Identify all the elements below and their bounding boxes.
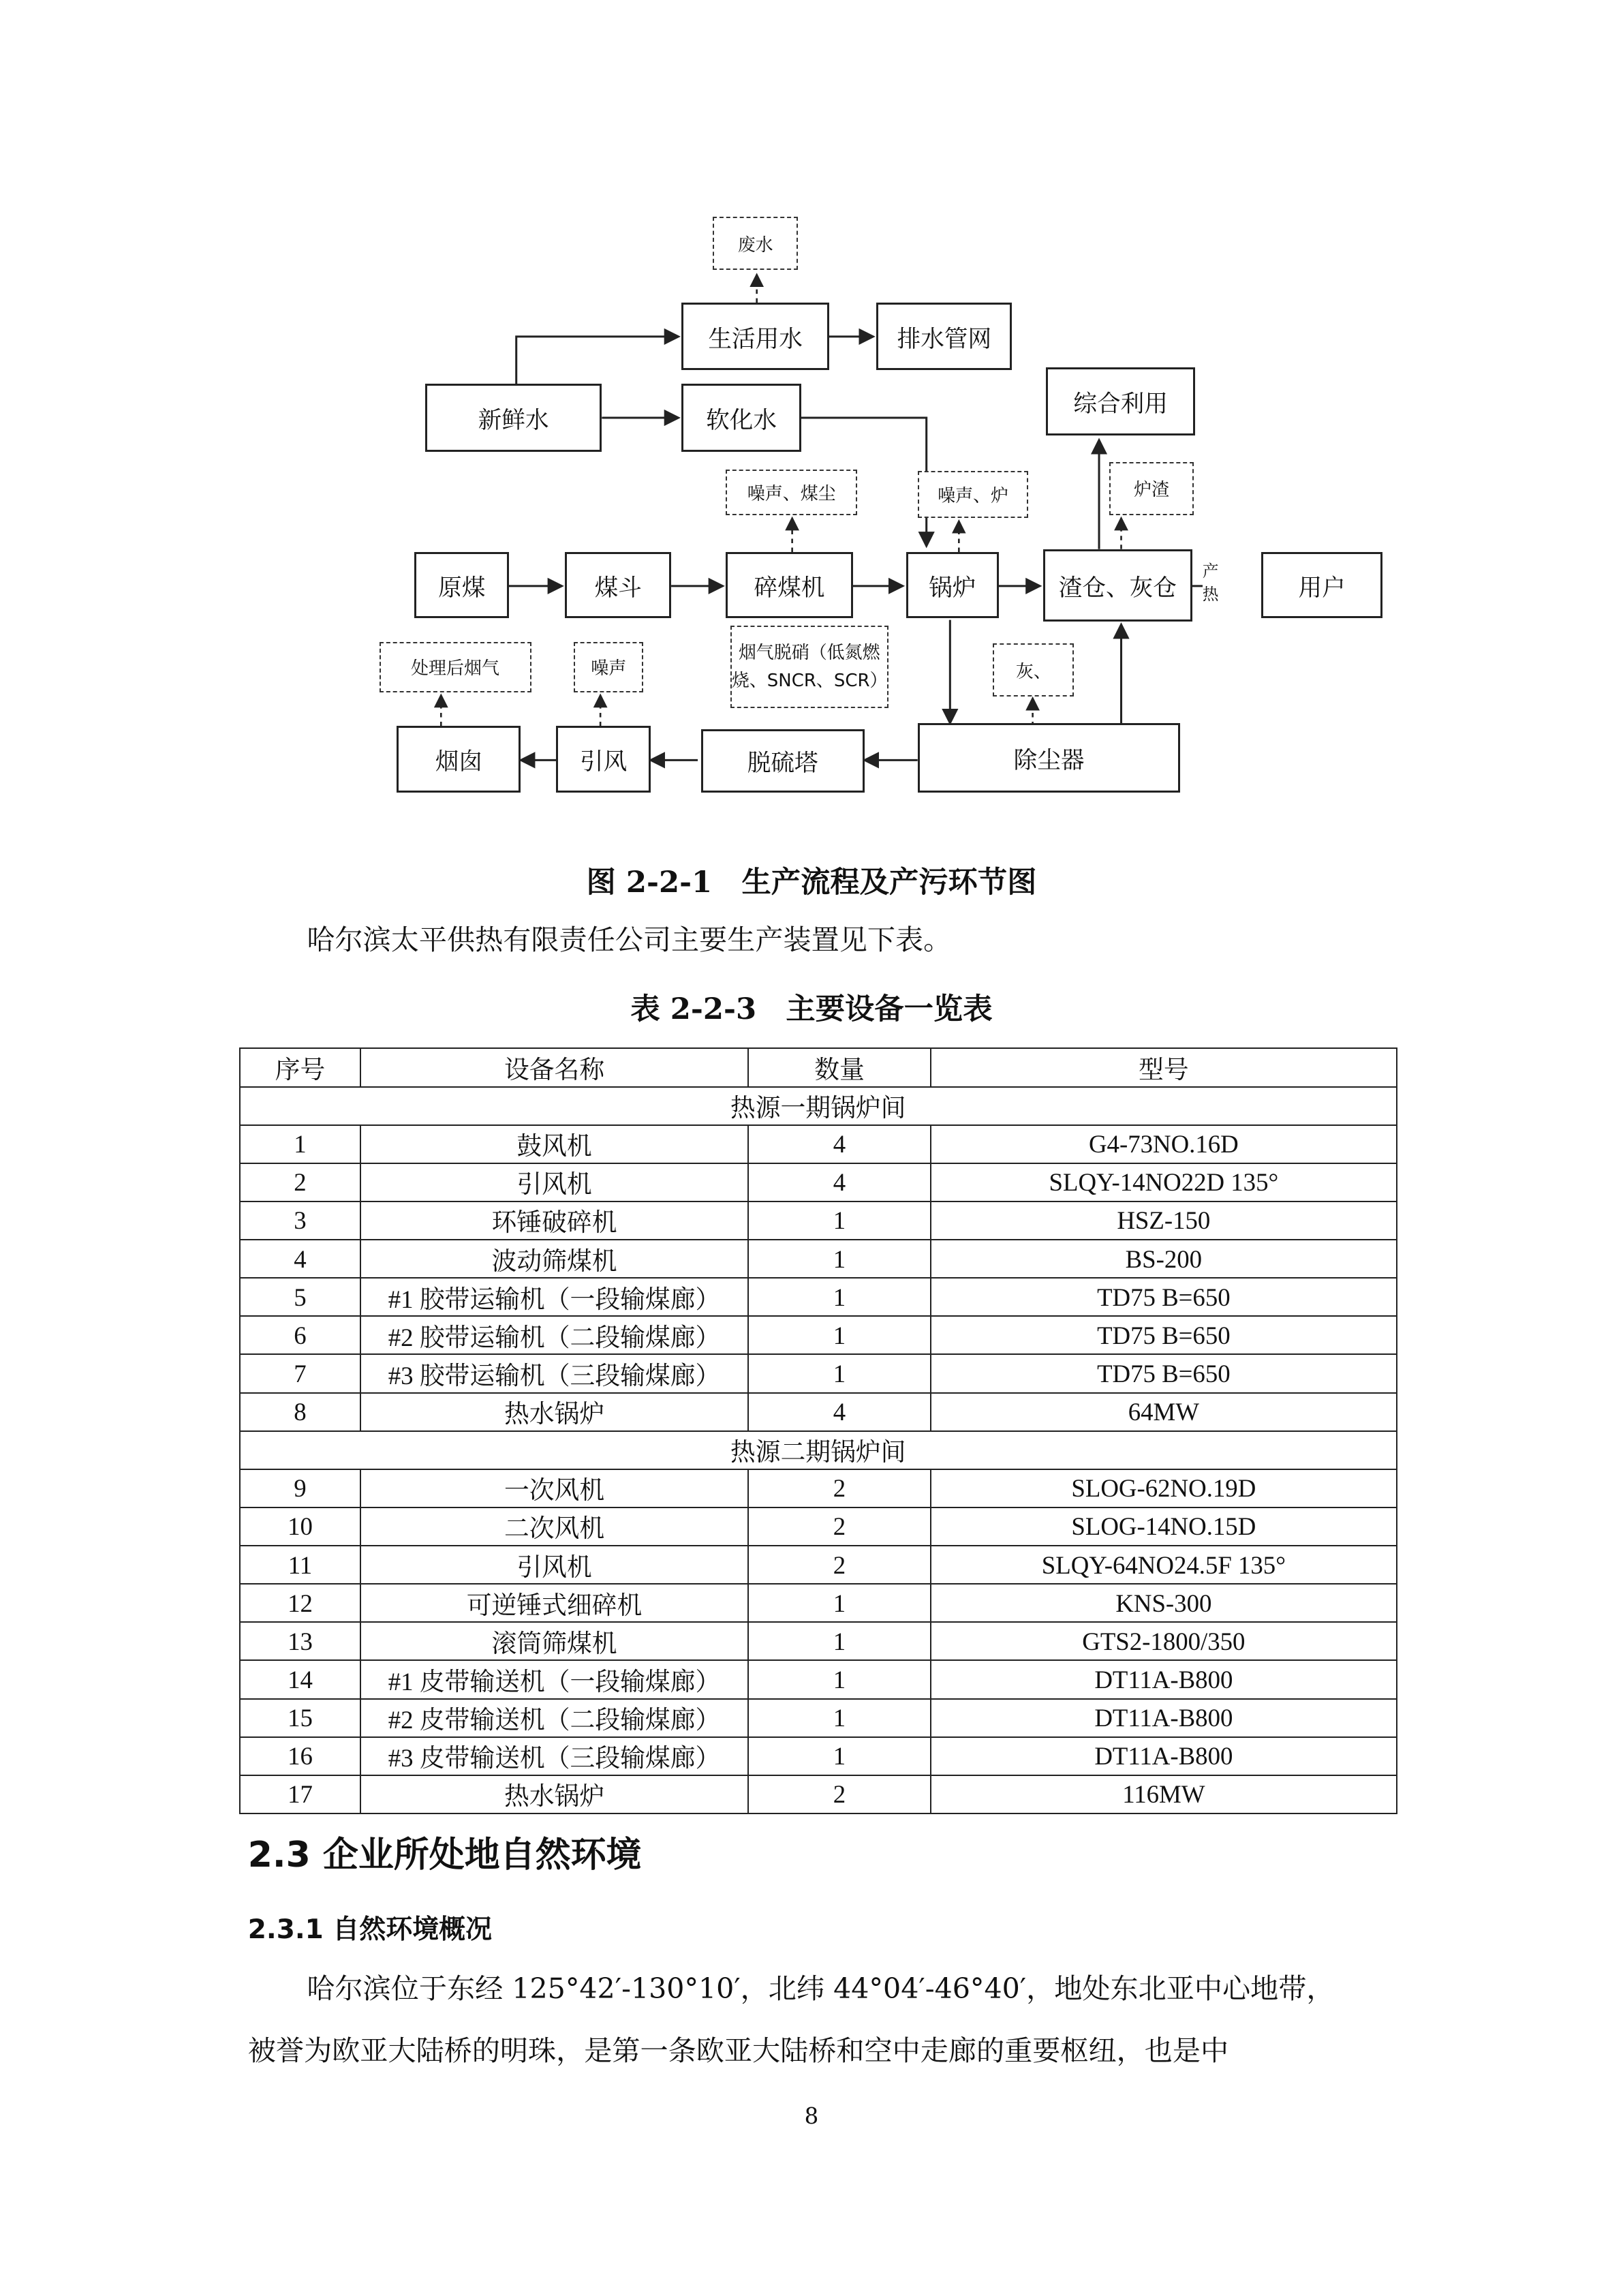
ash-note: 灰、 (993, 643, 1074, 697)
table-header-row (240, 1048, 1397, 1086)
cell-equipment-name: 一次风机 (360, 1469, 748, 1507)
cell-index: 1 (240, 1125, 360, 1163)
cell-equipment-name: 波动筛煤机 (360, 1240, 748, 1278)
cell-quantity: 1 (748, 1240, 931, 1278)
cell-quantity: 2 (748, 1469, 931, 1507)
body-line-1: 哈尔滨位于东经 125°42′-130°10′，北纬 44°04′-46°40′，地处东北亚中心地带， (307, 1972, 1335, 2006)
cell-equipment-name: 环锤破碎机 (360, 1201, 748, 1240)
cell-model: 64MW (931, 1393, 1397, 1431)
cell-index: 11 (240, 1546, 360, 1584)
production-flowchart (376, 204, 1346, 809)
cell-equipment-name: 热水锅炉 (360, 1775, 748, 1813)
cell-model: SLQY-14NO22D 135° (931, 1163, 1397, 1201)
cell-index: 16 (240, 1737, 360, 1775)
cell-index: 7 (240, 1354, 360, 1392)
slag-note: 炉渣 (1109, 462, 1193, 515)
header-equipment-name: 设备名称 (360, 1048, 748, 1086)
table-section-row (240, 1431, 1397, 1469)
table-row (240, 1240, 1397, 1278)
cell-index: 2 (240, 1163, 360, 1201)
noise-note: 噪声 (574, 642, 643, 692)
raw-coal-node: 原煤 (414, 552, 509, 618)
cell-index: 3 (240, 1201, 360, 1240)
cell-model: HSZ-150 (931, 1201, 1397, 1240)
table-row (240, 1584, 1397, 1622)
cell-model: SLOG-62NO.19D (931, 1469, 1397, 1507)
cell-equipment-name: 鼓风机 (360, 1125, 748, 1163)
table-row (240, 1354, 1397, 1392)
table-row (240, 1125, 1397, 1163)
cell-model: SLQY-64NO24.5F 135° (931, 1546, 1397, 1584)
subsection-heading: 2.3.1 自然环境概况 (247, 1914, 493, 1945)
table-row (240, 1393, 1397, 1431)
cell-quantity: 1 (748, 1699, 931, 1737)
cell-model: GTS2-1800/350 (931, 1622, 1397, 1660)
wastewater-node: 废水 (713, 217, 799, 270)
table-row (240, 1737, 1397, 1775)
coal-crusher-node: 碎煤机 (726, 552, 852, 618)
table-row (240, 1660, 1397, 1698)
domestic-water-node: 生活用水 (681, 303, 829, 371)
cell-index: 6 (240, 1316, 360, 1354)
header-model: 型号 (931, 1048, 1397, 1086)
cell-equipment-name: 二次风机 (360, 1507, 748, 1546)
cell-quantity: 1 (748, 1316, 931, 1354)
table-row (240, 1316, 1397, 1354)
denitration-note (730, 626, 888, 708)
cell-model: DT11A-B800 (931, 1660, 1397, 1698)
body-line-2: 被誉为欧亚大陆桥的明珠，是第一条欧亚大陆桥和空中走廊的重要枢纽，也是中 (247, 2034, 1229, 2068)
coal-hopper-node: 煤斗 (565, 552, 671, 618)
treated-flue-gas-note: 处理后烟气 (380, 642, 531, 692)
cell-quantity: 4 (748, 1163, 931, 1201)
cell-model: SLOG-14NO.15D (931, 1507, 1397, 1546)
header-quantity: 数量 (748, 1048, 931, 1086)
denitration-line1: 烟气脱硝（低氮燃 (738, 642, 880, 663)
cell-index: 13 (240, 1622, 360, 1660)
section-title: 热源二期锅炉间 (240, 1431, 1397, 1469)
table-section-row (240, 1087, 1397, 1125)
cell-index: 9 (240, 1469, 360, 1507)
cell-quantity: 1 (748, 1201, 931, 1240)
table-row (240, 1546, 1397, 1584)
cell-quantity: 2 (748, 1507, 931, 1546)
cell-model: TD75 B=650 (931, 1316, 1397, 1354)
cell-model: TD75 B=650 (931, 1354, 1397, 1392)
cell-quantity: 1 (748, 1584, 931, 1622)
noise-boiler-note: 噪声、炉 (918, 471, 1028, 518)
boiler-node: 锅炉 (906, 552, 999, 618)
cell-index: 12 (240, 1584, 360, 1622)
cell-quantity: 1 (748, 1737, 931, 1775)
table-row (240, 1507, 1397, 1546)
cell-equipment-name: #2 皮带输送机（二段输煤廊） (360, 1699, 748, 1737)
cell-model: 116MW (931, 1775, 1397, 1813)
table-row (240, 1278, 1397, 1316)
intro-paragraph: 哈尔滨太平供热有限责任公司主要生产装置见下表。 (307, 923, 952, 956)
cell-quantity: 1 (748, 1660, 931, 1698)
dust-collector-node: 除尘器 (918, 723, 1180, 793)
heat-production-label: 产热 (1202, 561, 1219, 604)
cell-equipment-name: 引风机 (360, 1163, 748, 1201)
figure-caption: 图 2-2-1 生产流程及产污环节图 (586, 865, 1037, 900)
table-row (240, 1469, 1397, 1507)
table-row (240, 1699, 1397, 1737)
cell-equipment-name: #3 皮带输送机（三段输煤廊） (360, 1737, 748, 1775)
cell-index: 15 (240, 1699, 360, 1737)
cell-quantity: 1 (748, 1278, 931, 1316)
cell-equipment-name: 热水锅炉 (360, 1393, 748, 1431)
chimney-node: 烟囱 (397, 726, 521, 792)
cell-quantity: 4 (748, 1125, 931, 1163)
cell-equipment-name: #1 皮带输送机（一段输煤廊） (360, 1660, 748, 1698)
user-node: 用户 (1261, 552, 1382, 618)
softened-water-node: 软化水 (681, 384, 801, 452)
drainage-network-node: 排水管网 (876, 303, 1012, 371)
induced-draft-node: 引风 (556, 726, 651, 792)
cell-model: DT11A-B800 (931, 1737, 1397, 1775)
cell-index: 14 (240, 1660, 360, 1698)
fresh-water-node: 新鲜水 (425, 384, 602, 452)
header-index: 序号 (240, 1048, 360, 1086)
denitration-line2: 烧、SNCR、SCR） (731, 670, 888, 691)
cell-model: KNS-300 (931, 1584, 1397, 1622)
cell-equipment-name: 滚筒筛煤机 (360, 1622, 748, 1660)
cell-equipment-name: 引风机 (360, 1546, 748, 1584)
section-heading: 2.3 企业所处地自然环境 (247, 1834, 642, 1876)
cell-equipment-name: #2 胶带运输机（二段输煤廊） (360, 1316, 748, 1354)
section-title: 热源一期锅炉间 (240, 1087, 1397, 1125)
cell-quantity: 2 (748, 1546, 931, 1584)
table-row (240, 1622, 1397, 1660)
cell-index: 8 (240, 1393, 360, 1431)
noise-coal-dust-note: 噪声、煤尘 (726, 470, 857, 515)
slag-ash-bin-node: 渣仓、灰仓 (1043, 549, 1192, 622)
table-row (240, 1201, 1397, 1240)
cell-equipment-name: 可逆锤式细碎机 (360, 1584, 748, 1622)
cell-quantity: 2 (748, 1775, 931, 1813)
desulfurization-tower-node: 脱硫塔 (701, 729, 865, 793)
page-number: 8 (804, 2102, 819, 2129)
cell-model: G4-73NO.16D (931, 1125, 1397, 1163)
cell-index: 5 (240, 1278, 360, 1316)
equipment-table (239, 1047, 1397, 1814)
table-row (240, 1163, 1397, 1201)
cell-model: TD75 B=650 (931, 1278, 1397, 1316)
cell-model: DT11A-B800 (931, 1699, 1397, 1737)
comprehensive-use-node: 综合利用 (1046, 367, 1195, 435)
cell-quantity: 1 (748, 1354, 931, 1392)
cell-index: 10 (240, 1507, 360, 1546)
cell-quantity: 1 (748, 1622, 931, 1660)
cell-model: BS-200 (931, 1240, 1397, 1278)
cell-index: 4 (240, 1240, 360, 1278)
table-caption: 表 2-2-3 主要设备一览表 (630, 992, 993, 1027)
cell-equipment-name: #1 胶带运输机（一段输煤廊） (360, 1278, 748, 1316)
cell-equipment-name: #3 胶带运输机（三段输煤廊） (360, 1354, 748, 1392)
table-row (240, 1775, 1397, 1813)
cell-quantity: 4 (748, 1393, 931, 1431)
cell-index: 17 (240, 1775, 360, 1813)
